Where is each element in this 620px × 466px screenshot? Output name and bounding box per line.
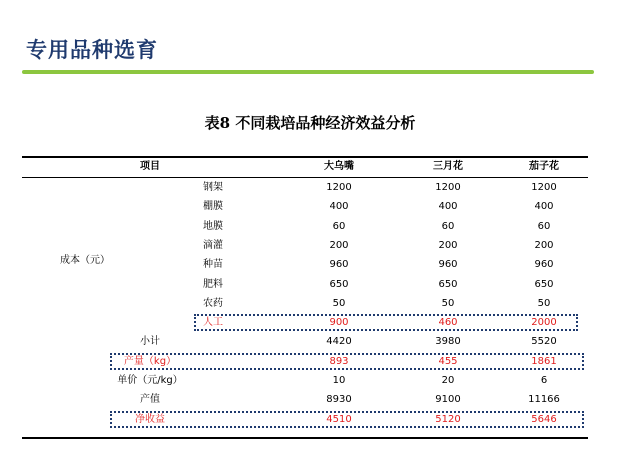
cost-row-value: 1200 xyxy=(531,182,557,193)
cost-row-value: 650 xyxy=(329,279,349,290)
cost-row-value: 60 xyxy=(537,221,551,232)
cost-row-value: 960 xyxy=(534,259,554,270)
summary-row-value: 4420 xyxy=(326,336,352,347)
summary-row-label: 产值 xyxy=(140,394,160,405)
cost-row-label: 地膜 xyxy=(203,221,223,232)
cost-row-value: 200 xyxy=(534,240,554,251)
summary-row-value: 4510 xyxy=(326,414,352,425)
cost-row-value: 400 xyxy=(534,201,554,212)
summary-row-label: 产量（kg） xyxy=(123,356,177,367)
summary-row-value: 11166 xyxy=(528,394,560,405)
cost-row-value: 1200 xyxy=(435,182,461,193)
summary-row-value: 20 xyxy=(441,375,455,386)
summary-row-value: 10 xyxy=(332,375,346,386)
cost-row-value: 400 xyxy=(438,201,458,212)
summary-row-label: 小计 xyxy=(140,336,160,347)
cost-row-label: 种苗 xyxy=(203,259,223,270)
cost-row-value: 650 xyxy=(438,279,458,290)
highlight-box xyxy=(110,353,584,370)
cost-row-label: 钢架 xyxy=(203,182,223,193)
highlight-box xyxy=(194,314,578,331)
cost-row-value: 900 xyxy=(329,317,349,328)
summary-row-label: 单价（元/kg） xyxy=(117,375,183,386)
table-caption: 表8 不同栽培品种经济效益分析 xyxy=(204,114,416,132)
cost-row-value: 50 xyxy=(332,298,346,309)
summary-row-value: 5520 xyxy=(531,336,557,347)
summary-row-value: 893 xyxy=(329,356,349,367)
cost-row-value: 960 xyxy=(329,259,349,270)
cost-row-label: 滴灌 xyxy=(203,240,223,251)
cost-row-value: 60 xyxy=(441,221,455,232)
cost-group-label: 成本（元） xyxy=(60,255,110,266)
summary-row-value: 9100 xyxy=(435,394,461,405)
header-variety-1: 大乌嘴 xyxy=(324,161,354,172)
cost-row-value: 200 xyxy=(438,240,458,251)
header-variety-2: 三月花 xyxy=(433,161,463,172)
summary-row-value: 1861 xyxy=(531,356,557,367)
summary-row-value: 455 xyxy=(438,356,458,367)
summary-row-value: 8930 xyxy=(326,394,352,405)
summary-row-value: 3980 xyxy=(435,336,461,347)
summary-row-value: 6 xyxy=(540,375,548,386)
header-item: 项目 xyxy=(140,161,160,172)
cost-row-label: 农药 xyxy=(203,298,223,309)
table-header-rule xyxy=(22,177,588,178)
cost-row-value: 960 xyxy=(438,259,458,270)
summary-row-value: 5120 xyxy=(435,414,461,425)
cost-row-label: 肥料 xyxy=(203,279,223,290)
cost-row-value: 650 xyxy=(534,279,554,290)
cost-row-value: 1200 xyxy=(326,182,352,193)
slide-title: 专用品种选育 xyxy=(26,38,158,62)
cost-row-value: 400 xyxy=(329,201,349,212)
cost-row-value: 50 xyxy=(441,298,455,309)
highlight-box xyxy=(110,411,584,428)
cost-row-label: 棚膜 xyxy=(203,201,223,212)
title-rule xyxy=(22,70,594,74)
header-variety-3: 茄子花 xyxy=(529,161,559,172)
cost-row-value: 50 xyxy=(537,298,551,309)
summary-row-value: 5646 xyxy=(531,414,557,425)
cost-row-value: 60 xyxy=(332,221,346,232)
cost-row-value: 2000 xyxy=(531,317,557,328)
table-top-rule xyxy=(22,156,588,158)
cost-row-value: 460 xyxy=(438,317,458,328)
cost-row-label: 人工 xyxy=(203,317,223,328)
cost-row-value: 200 xyxy=(329,240,349,251)
summary-row-label: 净收益 xyxy=(135,414,165,425)
table-bottom-rule xyxy=(22,437,588,439)
